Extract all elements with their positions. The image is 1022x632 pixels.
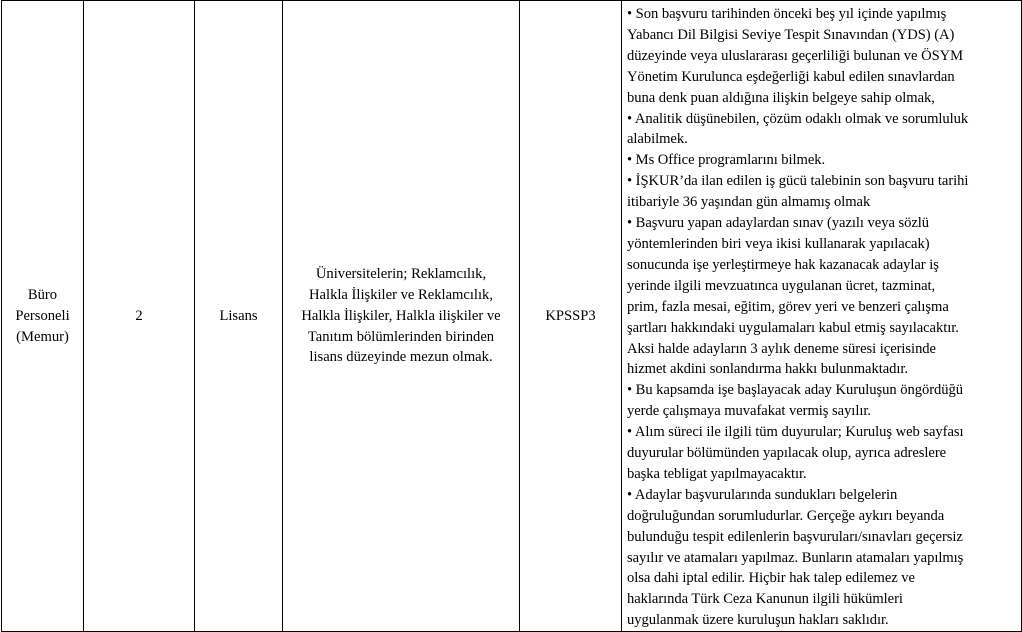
requirement-line: yöntemlerinden biri veya ikisi kullanarak yapılacak) bbox=[627, 235, 930, 252]
requirement-line: Yabancı Dil Bilgisi Seviye Tespit Sınavından (YDS) (A) bbox=[627, 26, 955, 43]
table-row bbox=[2, 1, 1022, 632]
requirement-line: hizmet akdini sonlandırma hakkı bulunmaktadır. bbox=[627, 361, 909, 378]
requirement-line: • Son başvuru tarihinden önceki beş yıl içinde yapılmış bbox=[627, 6, 947, 22]
requirement-line: duyurular bölümünden yapılacak olup, ayrıca adreslere bbox=[627, 445, 947, 462]
count-value: 2 bbox=[135, 307, 143, 324]
count-cell bbox=[84, 1, 195, 632]
requirement-line: haklarında Türk Ceza Kanunun ilgili hükümleri bbox=[627, 591, 903, 608]
requirement-line: doğruluğundan sorumludurlar. Gerçeğe aykırı beyanda bbox=[627, 507, 945, 524]
requirement-line: • Bu kapsamda işe başlayacak aday Kuruluşun öngördüğü bbox=[627, 382, 964, 399]
requirement-line: düzeyinde veya uluslararası geçerliliği bulunan ve ÖSYM bbox=[627, 47, 964, 64]
departments-line: Halkla İlişkiler, Halkla ilişkiler ve bbox=[301, 307, 501, 324]
departments-line: Üniversitelerin; Reklamcılık, bbox=[315, 265, 487, 282]
departments-line: Tanıtım bölümlerinden birinden bbox=[307, 328, 495, 345]
departments-line: Halkla İlişkiler ve Reklamcılık, bbox=[309, 286, 493, 303]
requirement-line: yerde çalışmaya muvafakat vermiş sayılır. bbox=[627, 403, 871, 420]
requirement-line: • Başvuru yapan adaylardan sınav (yazılı veya sözlü bbox=[627, 215, 930, 232]
requirement-line: başka tebligat yapılmayacaktır. bbox=[627, 465, 807, 482]
requirement-line: olsa dahi iptal edilir. Hiçbir hak talep edilemez ve bbox=[627, 570, 915, 587]
exam-score-type-cell bbox=[520, 1, 622, 632]
requirement-line: • Alım süreci ile ilgili tüm duyurular; Kuruluş web sayfası bbox=[627, 424, 964, 441]
requirement-line: sonucunda işe yerleştirmeye hak kazanacak adaylar iş bbox=[627, 256, 939, 273]
position-cell bbox=[2, 1, 84, 632]
requirement-line: bulunduğu tespit edilenlerin başvuruları/sınavları geçersiz bbox=[627, 528, 963, 545]
requirement-line: sayılır ve atamaları yapılmaz. Bunların atamaları yapılmış bbox=[627, 549, 964, 566]
requirement-line: alabilmek. bbox=[627, 131, 688, 148]
requirement-line: Yönetim Kurulunca eşdeğerliği kabul edilen sınavlardan bbox=[627, 68, 955, 85]
requirement-line: • İŞKUR’da ilan edilen iş gücü talebinin son başvuru tarihi bbox=[627, 173, 969, 190]
position-line: Büro bbox=[27, 286, 58, 303]
requirement-line: itibariyle 36 yaşından gün almamış olmak bbox=[627, 194, 871, 211]
requirement-line: buna denk puan aldığına ilişkin belgeye sahip olmak, bbox=[627, 89, 935, 106]
requirement-line: Aksi halde adayların 3 aylık deneme süresi içerisinde bbox=[627, 340, 936, 357]
job-posting-table bbox=[1, 0, 1022, 632]
requirement-line: uygulanmak üzere kuruluşun hakları saklıdır. bbox=[627, 612, 889, 629]
requirement-line: • Ms Office programlarını bilmek. bbox=[627, 152, 826, 169]
requirement-line: prim, fazla mesai, eğitim, görev yeri ve benzeri çalışma bbox=[627, 298, 949, 315]
requirement-line: • Adaylar başvurularında sundukları belgelerin bbox=[627, 486, 898, 503]
education-level-value: Lisans bbox=[219, 307, 258, 324]
requirement-line: şartları hakkındaki uygulamaları kabul etmiş sayılacaktır. bbox=[627, 319, 959, 336]
position-line: (Memur) bbox=[16, 328, 69, 345]
education-level-cell bbox=[195, 1, 283, 632]
requirement-line: yerinde ilgili mevzuatınca uygulanan ücret, tazminat, bbox=[627, 277, 936, 294]
requirement-line: • Analitik düşünebilen, çözüm odaklı olmak ve sorumluluk bbox=[627, 110, 969, 127]
departments-line: lisans düzeyinde mezun olmak. bbox=[309, 349, 493, 366]
departments-cell bbox=[283, 1, 520, 632]
requirements-cell bbox=[622, 1, 1022, 632]
position-line: Personeli bbox=[15, 307, 70, 324]
exam-score-type-value: KPSSP3 bbox=[545, 307, 596, 324]
